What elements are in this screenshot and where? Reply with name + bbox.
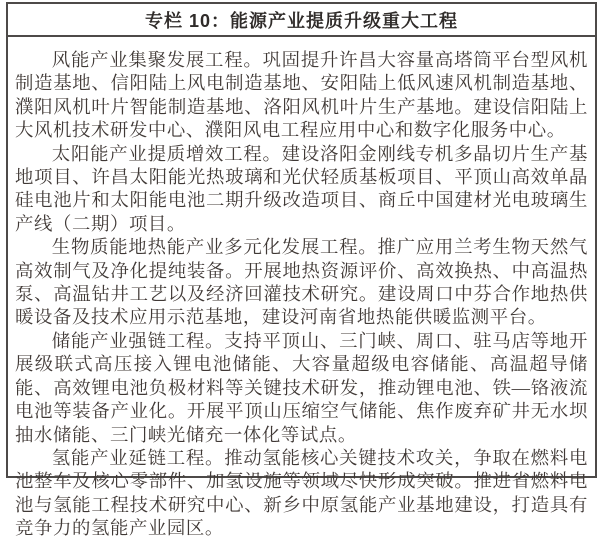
paragraph-energy-storage: 储能产业强链工程。支持平顶山、三门峡、周口、驻马店等地开展级联式高压接入锂电池储能、大容量超级电容储能、高温超导储能、高效锂电池负极材料等关键技术研发，推动锂电池、铁—铬液流电池等装备产业化。开展平顶山压缩空气储能、焦作废弃矿井无水坝抽水储能、三门峡光储充一体化等试点。 [15, 330, 588, 445]
paragraph-solar-power: 太阳能产业提质增效工程。建设洛阳金刚线专机多晶切片生产基地项目、许昌太阳能光热玻璃和光伏轻质基板项目、平顶山高效单晶硅电池片和太阳能电池二期升级改造项目、商丘中国建材光电玻璃生产线（二期）项目。 [15, 143, 588, 234]
paragraph-biomass-geothermal: 生物质能地热能产业多元化发展工程。推广应用兰考生物天然气高效制气及净化提纯装备。开展地热资源评价、高效换热、中高温热泵、高温钻井工艺以及经济回灌技术研究。建设周口中芬合作地热供暖设备及技术应用示范基地，建设河南省地热能供暖监测平台。 [15, 237, 588, 328]
column-title: 专栏 10：能源产业提质升级重大工程 [8, 4, 595, 37]
column-body [8, 37, 595, 541]
paragraph-wind-power: 风能产业集聚发展工程。巩固提升许昌大容量高塔筒平台型风机制造基地、信阳陆上风电制造基地、安阳陆上低风速风机制造基地、濮阳风机叶片智能制造基地、洛阳风机叶片生产基地。建设信阳陆上大风机技术研发中心、濮阳风电工程应用中心和数字化服务中心。 [15, 50, 588, 141]
paragraph-hydrogen-energy: 氢能产业延链工程。推动氢能核心关键技术攻关，争取在燃料电池整车及核心零部件、加氢设施等领域尽快形成突破。推进省燃料电池与氢能工程技术研究中心、新乡中原氢能产业基地建设，打造具有竞争力的氢能产业园区。 [15, 447, 588, 539]
policy-column-box [6, 2, 597, 539]
